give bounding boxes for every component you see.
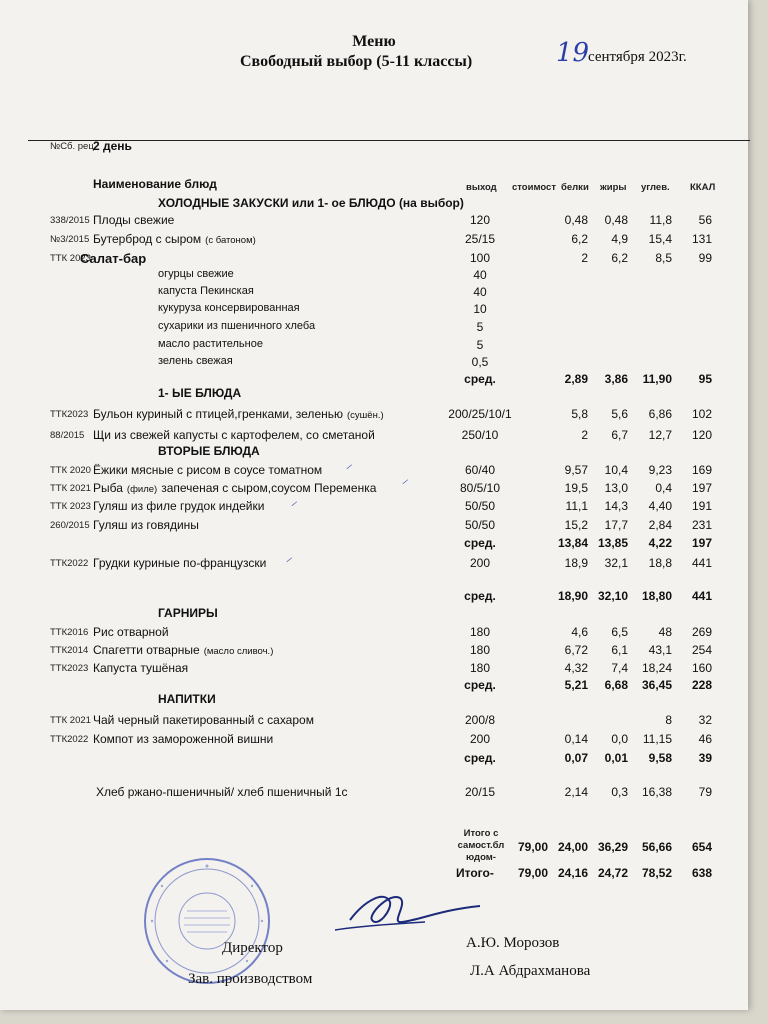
output-weight: 200/8 bbox=[464, 713, 496, 727]
dish-name-text: Салат-бар bbox=[80, 251, 147, 266]
director-title: Директор bbox=[222, 940, 283, 956]
dish-name bbox=[93, 732, 273, 746]
dish-name-text: Гуляш из филе грудок индейки bbox=[93, 499, 265, 513]
total2-protein: 24,16 bbox=[557, 866, 588, 880]
output-weight: 250/10 bbox=[461, 428, 499, 442]
recipe-ref: ТТК2016 bbox=[50, 627, 89, 638]
protein-value: 2,89 bbox=[564, 372, 588, 386]
output-weight: сред. bbox=[464, 678, 496, 692]
output-weight: сред. bbox=[464, 372, 496, 386]
dish-note: (филе) bbox=[126, 484, 158, 495]
dish-name bbox=[93, 643, 273, 657]
carbs-value: 0,4 bbox=[655, 481, 672, 495]
dish-name-text: зелень свежая bbox=[158, 355, 233, 367]
dish-name bbox=[96, 785, 348, 799]
dish-name-text: Щи из свежей капусты с картофелем, со сметаной bbox=[93, 428, 375, 442]
kcal-value: 228 bbox=[691, 678, 712, 692]
kcal-value: 254 bbox=[691, 643, 712, 657]
dish-name-text: Капуста тушёная bbox=[93, 661, 189, 675]
kcal-value: 56 bbox=[698, 213, 712, 227]
total2-fat: 24,72 bbox=[597, 866, 628, 880]
output-weight: 40 bbox=[473, 285, 487, 299]
dish-name bbox=[80, 251, 146, 266]
carbs-value: 48 bbox=[658, 625, 672, 639]
dish-name-text: Бульон куриный с птицей,гренками, зеленью bbox=[93, 407, 343, 421]
carbs-value: 8,5 bbox=[655, 251, 672, 265]
kcal-value: 441 bbox=[691, 589, 712, 603]
protein-value: 18,9 bbox=[564, 556, 588, 570]
col-header-protein: белки bbox=[561, 182, 589, 193]
output-weight: 200 bbox=[469, 556, 491, 570]
carbs-value: 43,1 bbox=[648, 643, 672, 657]
chef-name: Л.А Абдрахманова bbox=[470, 963, 591, 979]
fat-value: 7,4 bbox=[611, 661, 628, 675]
protein-value: 5,21 bbox=[564, 678, 588, 692]
col-header-kcal: ККАЛ bbox=[690, 182, 716, 193]
recipe-ref: 260/2015 bbox=[50, 520, 90, 531]
fat-value: 6,2 bbox=[611, 251, 628, 265]
dish-note: (с батоном) bbox=[205, 235, 256, 246]
kcal-value: 131 bbox=[691, 232, 712, 246]
dish-name-text: Хлеб ржано-пшеничный/ хлеб пшеничный 1с bbox=[96, 785, 348, 799]
dish-name bbox=[158, 268, 234, 280]
total1-kcal: 654 bbox=[691, 840, 712, 854]
dish-name bbox=[93, 556, 266, 570]
check-mark-icon: ⸝ bbox=[286, 550, 293, 564]
protein-value: 2,14 bbox=[564, 785, 588, 799]
carbs-value: 11,90 bbox=[642, 372, 672, 386]
protein-value: 0,48 bbox=[564, 213, 588, 227]
recipe-ref: ТТК2022 bbox=[50, 734, 89, 745]
kcal-value: 160 bbox=[691, 661, 712, 675]
protein-value: 0,14 bbox=[564, 732, 588, 746]
carbs-value: 12,7 bbox=[648, 428, 672, 442]
recipe-ref: ТТК2023 bbox=[50, 663, 89, 674]
output-weight: 60/40 bbox=[464, 463, 496, 477]
output-weight: 120 bbox=[469, 213, 491, 227]
kcal-value: 46 bbox=[698, 732, 712, 746]
output-weight: 20/15 bbox=[464, 785, 496, 799]
dish-name-text: Ёжики мясные с рисом в соусе томатном bbox=[93, 463, 323, 477]
output-weight: 40 bbox=[473, 268, 487, 282]
recipe-ref: ТТК2014 bbox=[50, 645, 89, 656]
handwritten-signature bbox=[330, 880, 490, 940]
section-cold: ХОЛОДНЫЕ ЗАКУСКИ или 1- ое БЛЮДО (на выбор) bbox=[158, 196, 464, 210]
recipe-ref: 338/2015 bbox=[50, 215, 90, 226]
kcal-value: 191 bbox=[691, 499, 712, 513]
dish-name-text: Плоды свежие bbox=[93, 213, 175, 227]
check-mark-icon: ⸝ bbox=[291, 494, 298, 508]
carbs-value: 9,23 bbox=[648, 463, 672, 477]
recipe-ref: 88/2015 bbox=[50, 430, 85, 441]
total1-cost: 79,00 bbox=[517, 840, 548, 854]
total-with-own-label: Итого с самост.бл юдом- bbox=[457, 828, 505, 863]
date-text: сентября 2023г. bbox=[588, 49, 687, 65]
fat-value: 0,0 bbox=[611, 732, 628, 746]
recipe-ref: №3/2015 bbox=[50, 234, 90, 245]
dish-name-text: капуста Пекинская bbox=[158, 285, 254, 297]
dish-name-text: сухарики из пшеничного хлеба bbox=[158, 320, 316, 332]
check-mark-icon: ⸝ bbox=[402, 472, 409, 486]
fat-value: 6,68 bbox=[604, 678, 628, 692]
output-weight: 25/15 bbox=[464, 232, 496, 246]
output-weight: 180 bbox=[469, 625, 491, 639]
output-weight: 5 bbox=[476, 320, 484, 334]
output-weight: сред. bbox=[464, 589, 496, 603]
dish-name bbox=[158, 355, 233, 367]
dish-name bbox=[93, 499, 264, 513]
kcal-value: 99 bbox=[698, 251, 712, 265]
fat-value: 6,7 bbox=[611, 428, 628, 442]
dish-name-text: Чай черный пакетированный с сахаром bbox=[93, 713, 314, 727]
output-weight: сред. bbox=[464, 536, 496, 550]
col-header-fat: жиры bbox=[600, 182, 627, 193]
carbs-value: 4,22 bbox=[648, 536, 672, 550]
fat-value: 13,85 bbox=[597, 536, 628, 550]
protein-value: 15,2 bbox=[564, 518, 588, 532]
fat-value: 32,1 bbox=[604, 556, 628, 570]
dish-name bbox=[158, 320, 315, 332]
protein-value: 4,32 bbox=[564, 661, 588, 675]
section-garnish: ГАРНИРЫ bbox=[158, 606, 218, 620]
dish-name-text: Гуляш из говядины bbox=[93, 518, 199, 532]
dish-name-text: Спагетти отварные bbox=[93, 643, 200, 657]
kcal-value: 95 bbox=[698, 372, 712, 386]
output-weight: 100 bbox=[469, 251, 491, 265]
kcal-value: 169 bbox=[691, 463, 712, 477]
fat-value: 13,0 bbox=[604, 481, 628, 495]
dish-name bbox=[93, 407, 384, 421]
fat-value: 5,6 bbox=[611, 407, 628, 421]
fat-value: 32,10 bbox=[597, 589, 628, 603]
section-second: ВТОРЫЕ БЛЮДА bbox=[158, 444, 260, 458]
total2-carbs: 78,52 bbox=[641, 866, 672, 880]
kcal-value: 120 bbox=[691, 428, 712, 442]
dish-name bbox=[158, 285, 254, 297]
dish-name-text: Рыба bbox=[93, 481, 123, 495]
kcal-value: 102 bbox=[691, 407, 712, 421]
kcal-value: 269 bbox=[691, 625, 712, 639]
protein-value: 2 bbox=[581, 251, 588, 265]
protein-value: 13,84 bbox=[557, 536, 588, 550]
recipe-ref: ТТК 2021 bbox=[50, 715, 91, 726]
kcal-value: 39 bbox=[698, 751, 712, 765]
col-header-name: Наименование блюд bbox=[93, 177, 217, 191]
carbs-value: 18,24 bbox=[641, 661, 672, 675]
protein-value: 19,5 bbox=[564, 481, 588, 495]
dish-name bbox=[158, 338, 263, 350]
official-stamp bbox=[142, 856, 272, 986]
total1-protein: 24,00 bbox=[557, 840, 588, 854]
dish-name bbox=[93, 713, 314, 727]
output-weight: 200/25/10/1 bbox=[448, 407, 512, 421]
section-drinks: НАПИТКИ bbox=[158, 692, 216, 706]
fat-value: 3,86 bbox=[604, 372, 628, 386]
protein-value: 18,90 bbox=[557, 589, 588, 603]
col-header-cost: стоимост bbox=[512, 182, 556, 193]
total-label: Итого- bbox=[456, 866, 494, 880]
output-weight: 5 bbox=[476, 338, 484, 352]
dish-name bbox=[158, 302, 300, 314]
total1-carbs: 56,66 bbox=[641, 840, 672, 854]
fat-value: 6,5 bbox=[611, 625, 628, 639]
output-weight: 80/5/10 bbox=[459, 481, 501, 495]
protein-value: 11,1 bbox=[565, 499, 588, 513]
kcal-value: 231 bbox=[691, 518, 712, 532]
dish-name-text: масло растительное bbox=[158, 338, 263, 350]
chef-title: Зав. производством bbox=[188, 971, 313, 987]
recipe-ref: ТТК 2021 bbox=[50, 483, 91, 494]
dish-name bbox=[93, 463, 322, 477]
fat-value: 17,7 bbox=[604, 518, 628, 532]
carbs-value: 4,40 bbox=[648, 499, 672, 513]
dish-name-text: кукуруза консервированная bbox=[158, 302, 300, 314]
output-weight: 180 bbox=[469, 643, 491, 657]
dish-name-text: Грудки куриные по-французски bbox=[93, 556, 267, 570]
section-first: 1- ЫЕ БЛЮДА bbox=[158, 386, 242, 400]
carbs-value: 11,15 bbox=[642, 732, 672, 746]
fat-value: 6,1 bbox=[611, 643, 628, 657]
dish-name bbox=[93, 661, 188, 675]
dish-name-text: Компот из замороженной вишни bbox=[93, 732, 274, 746]
fat-value: 4,9 bbox=[611, 232, 628, 246]
fat-value: 0,48 bbox=[604, 213, 628, 227]
handwritten-date-day: 19 bbox=[556, 38, 590, 68]
total1-fat: 36,29 bbox=[597, 840, 628, 854]
protein-value: 6,2 bbox=[571, 232, 588, 246]
fat-value: 14,3 bbox=[604, 499, 628, 513]
recipe-ref: ТТК2023 bbox=[50, 409, 89, 420]
protein-value: 0,07 bbox=[564, 751, 588, 765]
dish-note: (масло сливоч.) bbox=[203, 646, 274, 657]
output-weight: 50/50 bbox=[464, 499, 496, 513]
dish-name bbox=[93, 213, 174, 227]
kcal-value: 441 bbox=[691, 556, 712, 570]
output-weight: 180 bbox=[469, 661, 491, 675]
output-weight: 10 bbox=[473, 302, 487, 316]
carbs-value: 18,8 bbox=[648, 556, 672, 570]
recipe-ref: ТТК 2023 bbox=[50, 253, 91, 264]
output-weight: 200 bbox=[469, 732, 491, 746]
protein-value: 4,6 bbox=[571, 625, 588, 639]
dish-name-text: Рис отварной bbox=[93, 625, 169, 639]
dish-name bbox=[93, 232, 256, 246]
dish-name-text: Бутерброд с сыром bbox=[93, 232, 202, 246]
carbs-value: 6,86 bbox=[648, 407, 672, 421]
kcal-value: 79 bbox=[698, 785, 712, 799]
day-prefix: №Сб. рец bbox=[50, 141, 94, 152]
recipe-ref: ТТК2022 bbox=[50, 558, 89, 569]
kcal-value: 197 bbox=[691, 481, 712, 495]
dish-name bbox=[93, 481, 376, 495]
dish-name bbox=[93, 428, 375, 442]
protein-value: 6,72 bbox=[564, 643, 588, 657]
carbs-value: 11,8 bbox=[649, 213, 672, 227]
page-subtitle: Свободный выбор (5-11 классы) bbox=[240, 53, 473, 70]
recipe-ref: ТТК 2020 bbox=[50, 465, 91, 476]
recipe-ref: ТТК 2023 bbox=[50, 501, 91, 512]
dish-name bbox=[93, 518, 199, 532]
day-label: 2 день bbox=[93, 139, 132, 153]
carbs-value: 9,58 bbox=[648, 751, 672, 765]
protein-value: 5,8 bbox=[571, 407, 588, 421]
fat-value: 10,4 bbox=[604, 463, 628, 477]
output-weight: сред. bbox=[464, 751, 496, 765]
col-header-output: выход bbox=[466, 182, 497, 193]
dish-name-text: запеченая с сыром,соусом Переменка bbox=[161, 481, 377, 495]
carbs-value: 16,38 bbox=[641, 785, 672, 799]
kcal-value: 32 bbox=[698, 713, 712, 727]
header-divider bbox=[28, 140, 750, 141]
carbs-value: 36,45 bbox=[641, 678, 672, 692]
total2-cost: 79,00 bbox=[517, 866, 548, 880]
dish-name-text: огурцы свежие bbox=[158, 268, 234, 280]
dish-name bbox=[93, 625, 169, 639]
carbs-value: 15,4 bbox=[648, 232, 672, 246]
page-title: Меню bbox=[352, 33, 396, 50]
protein-value: 2 bbox=[581, 428, 588, 442]
fat-value: 0,01 bbox=[604, 751, 628, 765]
output-weight: 0,5 bbox=[471, 355, 489, 369]
output-weight: 50/50 bbox=[464, 518, 496, 532]
carbs-value: 2,84 bbox=[648, 518, 672, 532]
kcal-value: 197 bbox=[691, 536, 712, 550]
dish-note: (сушён.) bbox=[347, 410, 384, 421]
carbs-value: 8 bbox=[665, 713, 672, 727]
col-header-carbs: углев. bbox=[641, 182, 670, 193]
total2-kcal: 638 bbox=[691, 866, 712, 880]
carbs-value: 18,80 bbox=[641, 589, 672, 603]
director-name: А.Ю. Морозов bbox=[466, 935, 560, 951]
fat-value: 0,3 bbox=[611, 785, 628, 799]
check-mark-icon: ⸝ bbox=[346, 457, 353, 471]
protein-value: 9,57 bbox=[564, 463, 588, 477]
